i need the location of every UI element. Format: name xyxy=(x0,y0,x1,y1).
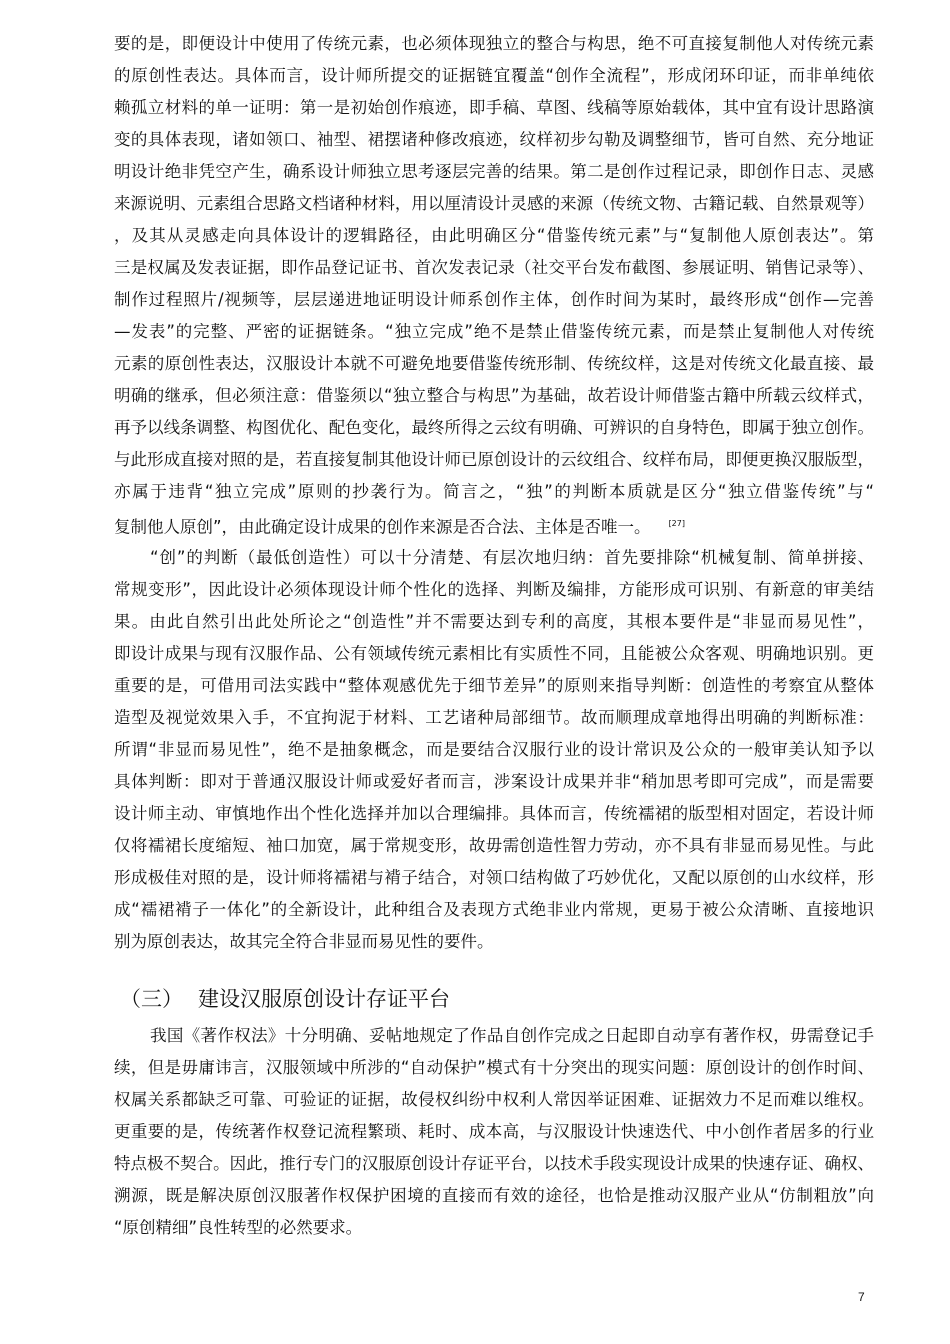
text-line: 来源说明、元素组合思路文档诸种材料，用以厘清设计灵感的来源（传统文物、古籍记载、自然景观等） xyxy=(114,194,874,213)
text-line: 常规变形”，因此设计必须体现设计师个性化的选择、判断及编排，方能形成可识别、有新意的审美结 xyxy=(114,580,874,599)
section-heading xyxy=(120,984,450,1014)
text-line: 制作过程照片/视频等，层层递进地证明设计师系创作主体，创作时间为某时，最终形成“创作—完善 xyxy=(114,290,874,309)
text-line xyxy=(114,514,874,538)
text-line-content: 复制他人原创”，由此确定设计成果的创作来源是否合法、主体是否唯一。 xyxy=(114,517,651,537)
text-line: 权属关系都缺乏可靠、可验证的证据，故侵权纠纷中权利人常因举证困难、证据效力不足而难以维权。 xyxy=(114,1090,874,1109)
text-line: 元素的原创性表达，汉服设计本就不可避免地要借鉴传统形制、传统纹样，这是对传统文化最直接、最 xyxy=(114,354,874,373)
text-line: 明设计绝非凭空产生，确系设计师独立思考逐层完善的结果。第二是创作过程记录，即创作日志、灵感 xyxy=(114,162,874,181)
text-line: 设计师主动、审慎地作出个性化选择并加以合理编排。具体而言，传统襦裙的版型相对固定，若设计师 xyxy=(114,804,874,823)
page-number: 7 xyxy=(858,1290,865,1304)
text-line: 续，但是毋庸讳言，汉服领域中所涉的“自动保护”模式有十分突出的现实问题：原创设计的创作时间、 xyxy=(114,1058,874,1077)
text-line: 造型及视觉效果入手，不宜拘泥于材料、工艺诸种局部细节。故而顺理成章地得出明确的判断标准： xyxy=(114,708,874,727)
text-line: 赖孤立材料的单一证明：第一是初始创作痕迹，即手稿、草图、线稿等原始载体，其中宜有设计思路演 xyxy=(114,98,874,117)
text-line: 要的是，即便设计中使用了传统元素，也必须体现独立的整合与构思，绝不可直接复制他人对传统元素 xyxy=(114,34,874,53)
text-line: 特点极不契合。因此，推行专门的汉服原创设计存证平台，以技术手段实现设计成果的快速存证、确权、 xyxy=(114,1154,874,1173)
text-line: 与此形成直接对照的是，若直接复制其他设计师已原创设计的云纹组合、纹样布局，即便更换汉服版型， xyxy=(114,450,874,469)
text-line: 形成极佳对照的是，设计师将襦裙与褙子结合，对领口结构做了巧妙优化，又配以原创的山水纹样，形 xyxy=(114,868,874,887)
text-line: 变的具体表现，诸如领口、袖型、裙摆诸种修改痕迹，纹样初步勾勒及调整细节，皆可自然、充分地证 xyxy=(114,130,874,149)
text-line: 溯源，既是解决原创汉服著作权保护困境的直接而有效的途径，也恰是推动汉服产业从“仿制粗放”向 xyxy=(114,1186,874,1205)
text-line: 明确的继承，但必须注意：借鉴须以“独立整合与构思”为基础，故若设计师借鉴古籍中所载云纹样式， xyxy=(114,386,874,405)
section-number: （三） xyxy=(120,987,183,1011)
text-line: 三是权属及发表证据，即作品登记证书、首次发表记录（社交平台发布截图、参展证明、销售记录等）、 xyxy=(114,258,874,277)
text-line: 重要的是，可借用司法实践中“整体观感优先于细节差异”的原则来指导判断：创造性的考察宜从整体 xyxy=(114,676,874,695)
text-line: 再予以线条调整、构图优化、配色变化，最终所得之云纹有明确、可辨识的自身特色，即属于独立创作。 xyxy=(114,418,874,437)
text-line: “原创精细”良性转型的必然要求。 xyxy=(114,1218,363,1237)
citation-marker: [27] xyxy=(668,519,685,528)
text-line: 亦属于违背“独立完成”原则的抄袭行为。简言之，“独”的判断本质就是区分“独立借鉴传统”与“ xyxy=(114,482,874,501)
text-line: 所谓“非显而易见性”，绝不是抽象概念，而是要结合汉服行业的设计常识及公众的一般审美认知予以 xyxy=(114,740,874,759)
text-line: 更重要的是，传统著作权登记流程繁琐、耗时、成本高，与汉服设计快速迭代、中小创作者居多的行业 xyxy=(114,1122,874,1141)
text-line: 具体判断：即对于普通汉服设计师或爱好者而言，涉案设计成果并非“稍加思考即可完成”，而是需要 xyxy=(114,772,874,791)
text-line: 的原创性表达。具体而言，设计师所提交的证据链宜覆盖“创作全流程”，形成闭环印证，而非单纯依 xyxy=(114,66,874,85)
text-line: 仅将襦裙长度缩短、袖口加宽，属于常规变形，故毋需创造性智力劳动，亦不具有非显而易见性。与此 xyxy=(114,836,874,855)
text-line: “创”的判断（最低创造性）可以十分清楚、有层次地归纳：首先要排除“机械复制、简单拼接、 xyxy=(150,548,874,567)
text-line: 别为原创表达，故其完全符合非显而易见性的要件。 xyxy=(114,932,494,951)
text-line: ，及其从灵感走向具体设计的逻辑路径，由此明确区分“借鉴传统元素”与“复制他人原创表达”。第 xyxy=(114,226,874,245)
text-line: 果。由此自然引出此处所论之“创造性”并不需要达到专利的高度，其根本要件是“非显而易见性”， xyxy=(114,612,874,631)
text-line: 成“襦裙褙子一体化”的全新设计，此种组合及表现方式绝非业内常规，更易于被公众清晰、直接地识 xyxy=(114,900,874,919)
text-line: 即设计成果与现有汉服作品、公有领域传统元素相比有实质性不同，且能被公众客观、明确地识别。更 xyxy=(114,644,874,663)
text-line: 我国《著作权法》十分明确、妥帖地规定了作品自创作完成之日起即自动享有著作权，毋需登记手 xyxy=(150,1026,874,1045)
section-title: 建设汉服原创设计存证平台 xyxy=(198,987,450,1011)
text-line: —发表”的完整、严密的证据链条。“独立完成”绝不是禁止借鉴传统元素，而是禁止复制他人对传统 xyxy=(114,322,874,341)
